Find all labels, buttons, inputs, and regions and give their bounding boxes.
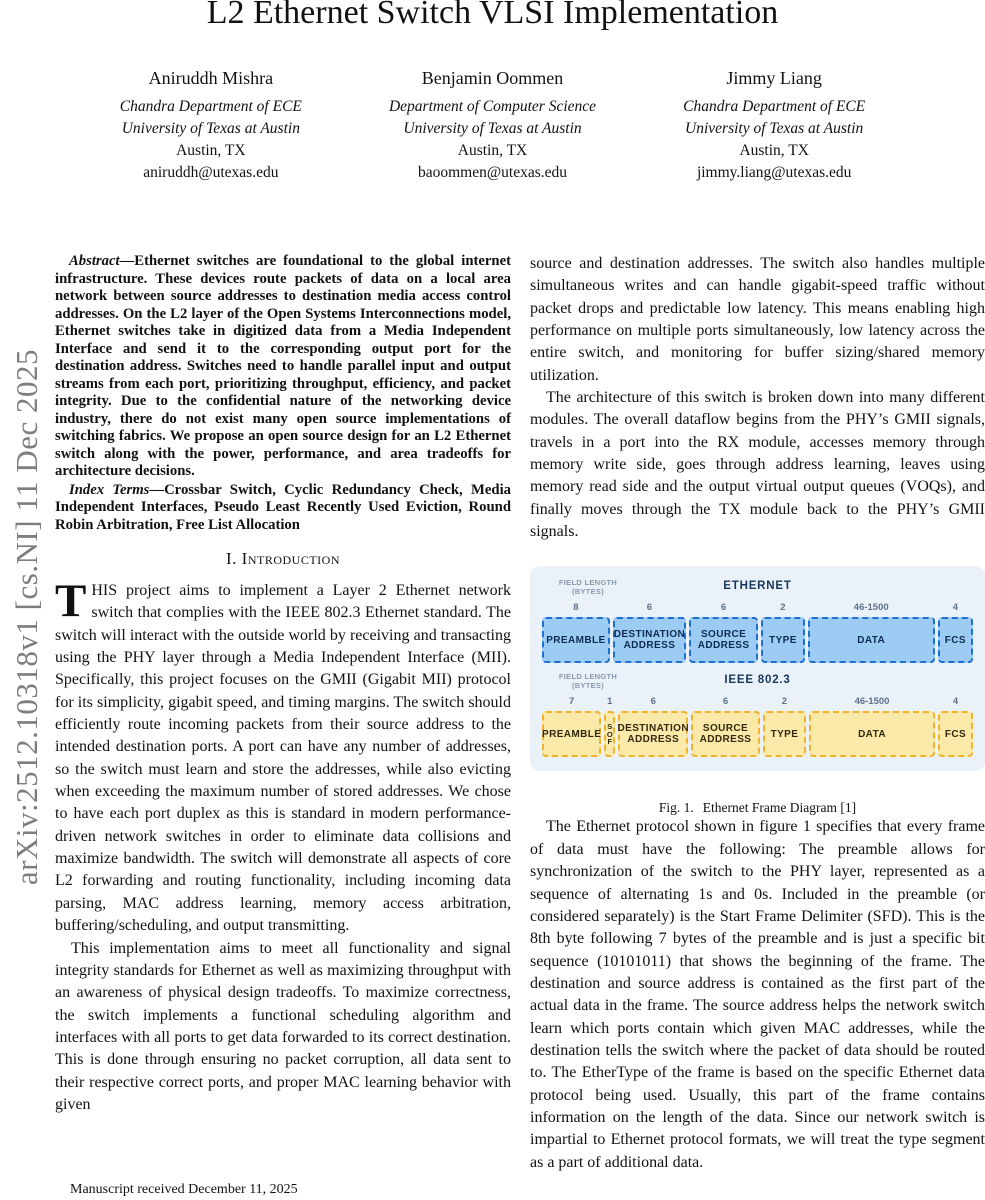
author-department: Department of Computer Science <box>388 98 597 115</box>
frame-segment-data <box>809 696 935 757</box>
intro-paragraph-1 <box>55 575 511 938</box>
byte-count-label: 6 <box>650 696 656 708</box>
byte-count-label: 6 <box>720 602 727 614</box>
figure-caption-label: Fig. 1. <box>658 800 694 816</box>
frame-title: ETHERNET <box>723 580 792 593</box>
byte-count-label: 2 <box>780 602 786 614</box>
figure-caption <box>530 800 985 816</box>
abstract-label: Abstract <box>69 253 120 269</box>
author-block <box>352 68 634 184</box>
author-city: Austin, TX <box>739 142 809 159</box>
segment-box: S O F <box>604 711 615 757</box>
intro-paragraph-2: This implementation aims to meet all functionality and signal integrity standards for Ethernet as well as maximizing throughput with an awareness of physical design tradeoffs. To maximize correctness, the switch implements a functional scheduling algorithm and interfaces with all ports to get data forwarded to its correct destination. This is done through ensuring no packet corruption, all data sent to their respective correct ports, and proper MAC learning behavior with given <box>55 939 511 1113</box>
byte-count-label: 2 <box>781 696 788 708</box>
author-city: Austin, TX <box>176 142 246 159</box>
author-department: Chandra Department of ECE <box>119 98 302 115</box>
segment-box: SOURCE ADDRESS <box>689 617 758 663</box>
abstract-paragraph <box>55 253 511 481</box>
author-university: University of Texas at Austin <box>121 120 300 137</box>
frame-segment-preamble <box>542 696 601 757</box>
frame-segment-fcs <box>938 696 973 757</box>
frame-segment-destination-address <box>618 696 688 757</box>
frame-ethernet <box>542 578 973 663</box>
author-university: University of Texas at Austin <box>403 120 582 137</box>
drop-cap: T <box>55 575 87 627</box>
segment-box: TYPE <box>763 711 806 757</box>
segment-box: TYPE <box>761 617 805 663</box>
author-name: Aniruddh Mishra <box>148 68 274 88</box>
byte-count-label: 4 <box>952 602 958 614</box>
author-name: Benjamin Oommen <box>421 68 564 88</box>
frame-segment-fcs <box>938 602 973 663</box>
frame-segment-data <box>808 602 935 663</box>
index-terms-paragraph <box>55 482 511 535</box>
left-column <box>55 253 511 1116</box>
manuscript-footnote: Manuscript received December 11, 2025 <box>70 1182 298 1197</box>
author-email: aniruddh@utexas.edu <box>143 164 279 181</box>
figure-caption-text: Ethernet Frame Diagram [1] <box>702 800 857 816</box>
frame-segment-source-address <box>691 696 759 757</box>
frame-segment-sof <box>604 696 615 757</box>
frame-segment-preamble <box>542 602 610 663</box>
frame-segment-source-address <box>689 602 758 663</box>
byte-count-label: 4 <box>952 696 959 708</box>
segment-box: DATA <box>808 617 935 663</box>
author-email: jimmy.liang@utexas.edu <box>696 164 852 181</box>
abstract-text: —Ethernet switches are foundational to the global internet infrastructure. These devices route packets of data on a local area network between source addresses to destination media access control addresses. On the L2 layer of the Open Systems Interconnections model, Ethernet switches take in digitized data from a Media Independent Interface and send it to the corresponding output port for the destination address. Switches need to handle parallel input and output streams from each port, prioritizing throughput, efficiency, and packet integrity. Due to the confidential nature of the networking device industry, there do not exist many open source implementations of switching fabrics. We propose an open source design for an L2 Ethernet switch along with the power, performance, and area tradeoffs for architecture decisions. <box>55 253 511 479</box>
author-department: Chandra Department of ECE <box>683 98 866 115</box>
author-block <box>633 68 915 184</box>
frame-title: IEEE 802.3 <box>724 674 791 687</box>
author-block-row <box>70 68 915 184</box>
author-city: Austin, TX <box>457 142 528 159</box>
frame-segment-destination-address <box>613 602 686 663</box>
field-length-label: FIELD LENGTH (BYTES) <box>558 672 618 691</box>
frame-ieee-802-3 <box>542 672 973 757</box>
segment-box: PREAMBLE <box>542 617 610 663</box>
segment-box: FCS <box>938 711 973 757</box>
author-university: University of Texas at Austin <box>685 120 864 137</box>
byte-count-label: 1 <box>607 696 613 708</box>
segment-box: DESTINATION ADDRESS <box>613 617 686 663</box>
byte-count-label: 8 <box>573 602 579 614</box>
field-length-label: FIELD LENGTH (BYTES) <box>558 578 618 597</box>
right-paragraph-3: The Ethernet protocol shown in figure 1 specifies that every frame of data must have the following: The preamble allows for synchronization of the switch to the PHY layer, represented as a sequence of alternating 1s and 0s. Included in the preamble (or considered separately) is the Start Frame Delimiter (SFD). This is the 8th byte following 7 bytes of the preamble and is just a specific bit sequence (10101011) that shows the beginning of the frame. The destination and source address is contained as the first part of the actual data in the frame. The source address helps the network switch learn which ports contain which given MAC addresses, while the destination tells the switch where the packet of data should be routed to. The EtherType of the frame is based on the specific Ethernet data protocol being used. Usually, this part of the frame contains information on the length of the data. Since our network switch is impartial to Ethernet protocol formats, we will treat the type segment as a part of additional data. <box>530 818 985 1171</box>
byte-count-label: 7 <box>569 696 575 708</box>
author-name: Jimmy Liang <box>726 68 822 88</box>
byte-count-label: 6 <box>646 602 653 614</box>
right-paragraph-1: source and destination addresses. The switch also handles multiple simultaneous writes and can handle gigabit-speed traffic without packet drops and predictable low latency. This means enabling high performance on multiple ports simultaneously, low latency across the entire switch, and monitoring for buffer sizing/shared memory utilization. <box>530 255 985 384</box>
figure-ethernet-frame-diagram <box>530 566 985 771</box>
byte-count-label: 6 <box>722 696 729 708</box>
author-block <box>70 68 352 184</box>
arxiv-watermark: arXiv:2512.10318v1 [cs.NI] 11 Dec 2025 <box>9 348 44 886</box>
frame-segment-type <box>763 696 806 757</box>
right-column <box>530 253 985 1174</box>
author-email: baoommen@utexas.edu <box>418 164 567 181</box>
segment-box: SOURCE ADDRESS <box>691 711 759 757</box>
segment-box: DATA <box>809 711 935 757</box>
right-paragraph-2: The architecture of this switch is broken down into many different modules. The overall dataflow begins from the PHY’s GMII signals, travels in a port into the RX module, accesses memory through memory write side, goes through address learning, leaves using memory read side and the output virtual output queues (VOQs), and finally moves through the TX module back to the PHY’s GMII signals. <box>530 389 985 541</box>
intro-paragraph-1-text: HIS project aims to implement a Layer 2 Ethernet network switch that complies with the IEEE 802.3 Ethernet standard. The switch will interact with the outside world by receiving and transacting using the PHY layer through a Media Independent Interface (MII). Specifically, this project focuses on the GMII (Gigabit MII) protocol for its simplicity, gigabit speed, and timing margins. The switch should efficiently route incoming packets from their source address to the intended destination ports. A port can have any number of addresses, so the switch must learn and store the addresses, while also evicting when exceeding the maximum number of stored addresses. We chose to have each port duplex as this is standard in modern performance-driven network switches in order to eliminate data collisions and maximize bandwidth. The switch will demonstrate all aspects of core L2 forwarding and routing functionality, including incoming data parsing, MAC address learning, memory access arbitration, buffering/scheduling, and output transmitting. <box>55 582 511 935</box>
index-terms-text: —Crossbar Switch, Cyclic Redundancy Check, Media Independent Interfaces, Pseudo Least Recently Used Eviction, Round Robin Arbitration, Free List Allocation <box>55 481 511 533</box>
segment-box: FCS <box>938 617 973 663</box>
paper-title: L2 Ethernet Switch VLSI Implementation <box>206 0 779 31</box>
byte-count-label: 46-1500 <box>854 696 890 708</box>
index-terms-label: Index Terms <box>69 481 150 498</box>
section-heading-introduction: I. Introduction <box>226 549 340 568</box>
frame-segment-type <box>761 602 805 663</box>
segment-box: PREAMBLE <box>542 711 601 757</box>
segment-box: DESTINATION ADDRESS <box>618 711 688 757</box>
byte-count-label: 46-1500 <box>853 602 889 614</box>
